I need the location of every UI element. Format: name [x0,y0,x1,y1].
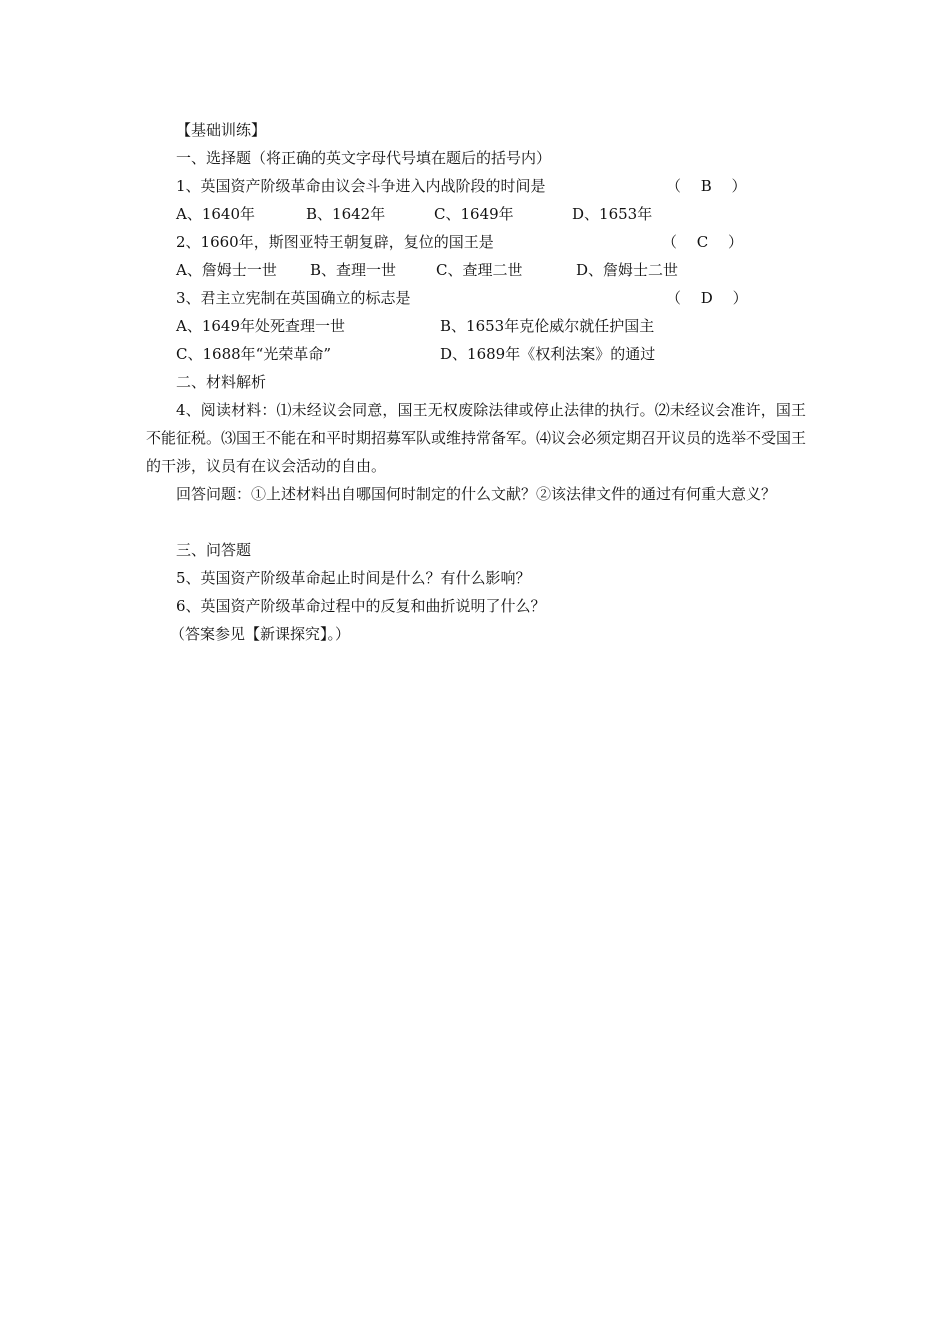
part1-heading: 一、选择题（将正确的英文字母代号填在题后的括号内） [176,149,552,167]
section-title: 【基础训练】 [176,121,267,139]
question-3-answer: （ D ） [666,289,748,307]
question-2-option-c: C、查理二世 [436,261,523,279]
question-1-option-d: D、1653年 [572,205,653,223]
part3-heading: 三、问答题 [176,541,252,559]
question-3-option-d: D、1689年《权利法案》的通过 [440,345,656,363]
question-3-option-a: A、1649年处死查理一世 [176,317,346,335]
question-6: 6、英国资产阶级革命过程中的反复和曲折说明了什么？ [176,597,546,615]
question-2-text: 2、1660年，斯图亚特王朝复辟，复位的国王是 [176,233,494,251]
part2-heading: 二、材料解析 [176,373,267,391]
question-1-option-a: A、1640年 [176,205,256,223]
question-3-option-b: B、1653年克伦威尔就任护国主 [440,317,655,335]
question-1-text: 1、英国资产阶级革命由议会斗争进入内战阶段的时间是 [176,177,546,195]
answer-note: （答案参见【新课探究】。） [170,625,351,643]
material-passage: 4、阅读材料：⑴未经议会同意，国王无权废除法律或停止法律的执行。⑵未经议会准许，国王不能征税。⑶国王不能在和平时期招募军队或维持常备军。⑷议会必须定期召开议员的选举不受国王的干涉，议员有在议会活动的自由。 [146,401,807,475]
question-5: 5、英国资产阶级革命起止时间是什么？有什么影响？ [176,569,531,587]
question-3-option-c: C、1688年“光荣革命” [176,345,331,363]
question-2-option-d: D、詹姆士二世 [576,261,679,279]
question-2-answer: （ C ） [662,233,744,251]
question-3-text: 3、君主立宪制在英国确立的标志是 [176,289,411,307]
question-2-option-a: A、詹姆士一世 [176,261,277,279]
question-1-answer: （ B ） [666,177,747,195]
question-1-option-b: B、1642年 [306,205,386,223]
material-question: 回答问题：①上述材料出自哪国何时制定的什么文献？②该法律文件的通过有何重大意义？ [176,485,777,503]
question-2-option-b: B、查理一世 [310,261,397,279]
question-1-option-c: C、1649年 [434,205,514,223]
